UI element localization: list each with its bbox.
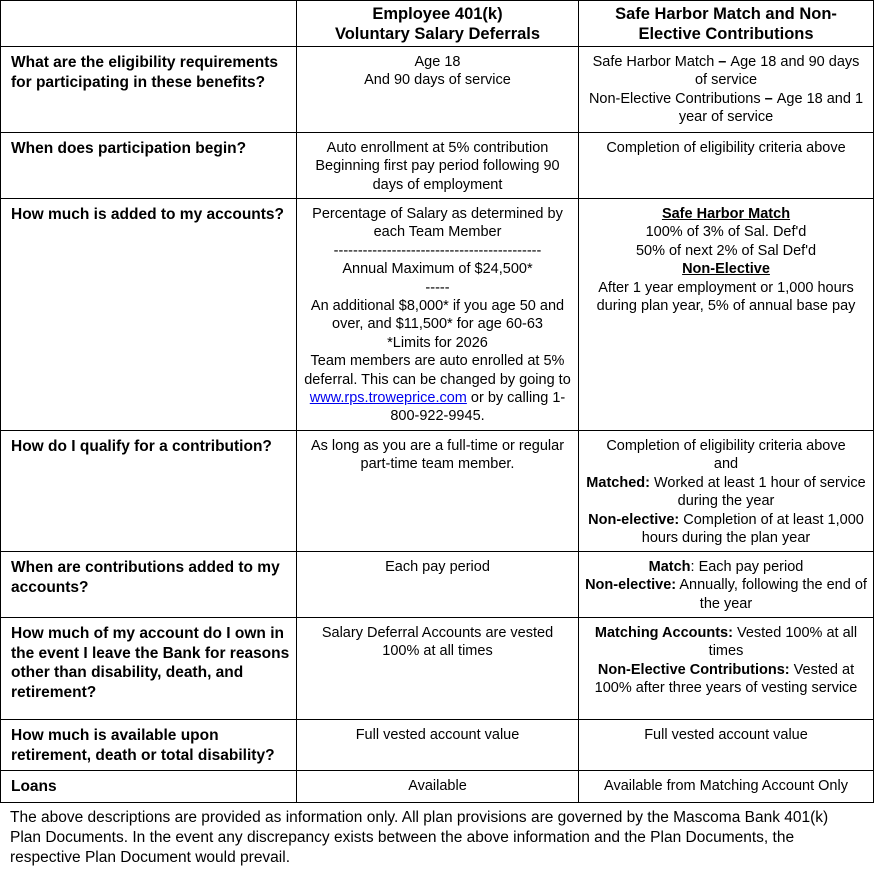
- sh-match-label: Safe Harbor Match: [592, 54, 715, 70]
- table-row-qualify: [1, 431, 874, 552]
- ne-dash: –: [760, 90, 777, 107]
- deferrals-available: Full vested account value: [297, 720, 579, 771]
- deferrals-eligibility-age: Age 18: [414, 54, 461, 70]
- table-row-own: [1, 618, 874, 720]
- matched-text: Worked at least 1 hour of service during the year: [649, 474, 866, 510]
- sh-qualify-line2: and: [713, 456, 739, 473]
- header-col2-line1: Employee 401(k): [372, 5, 503, 23]
- safe-harbor-begin: Completion of eligibility criteria above: [579, 133, 874, 199]
- ne-added-heading: Non-Elective: [682, 261, 770, 278]
- question-eligibility: What are the eligibility requirements for participating in these benefits?: [1, 47, 297, 133]
- question-qualify: How do I qualify for a contribution?: [1, 431, 297, 552]
- deferrals-added-auto-enroll: [303, 352, 572, 426]
- table-row-available: [1, 720, 874, 771]
- when-nonelective-text: Annually, following the end of the year: [676, 577, 867, 612]
- table-row-added: [1, 199, 874, 431]
- deferrals-added-catchup: An additional $8,000* if you age 50 and over, and $11,500* for age 60-63: [310, 298, 565, 333]
- deferrals-loans: Available: [297, 771, 579, 803]
- safe-harbor-added: [579, 199, 874, 431]
- safe-harbor-own: [579, 618, 874, 720]
- match-text: : Each pay period: [690, 559, 804, 575]
- sh-eligibility-match: [585, 53, 867, 90]
- safe-harbor-when-added: [579, 552, 874, 618]
- table-row-loans: [1, 771, 874, 803]
- deferrals-begin: Auto enrollment at 5% contribution Beginning first pay period following 90 days of employment: [297, 133, 579, 199]
- header-row: [1, 1, 874, 47]
- question-when-added: When are contributions added to my accounts?: [1, 552, 297, 618]
- match-label: Match: [648, 559, 691, 575]
- sh-added-heading: Safe Harbor Match: [661, 206, 791, 222]
- sh-own-matching: [585, 624, 867, 661]
- matching-accounts-text: Vested 100% at all times: [708, 625, 858, 660]
- safe-harbor-loans: Available from Matching Account Only: [579, 771, 874, 803]
- question-available: How much is available upon retirement, death or total disability?: [1, 720, 297, 771]
- matched-label: Matched:: [586, 474, 650, 491]
- disclaimer-footer: The above descriptions are provided as information only. All plan provisions are governed by the Mascoma Bank 401(k) Plan Documents. In the event any discrepancy exists between the above information and the Plan Documents, the respective Plan Document would prevail.: [10, 809, 829, 866]
- nonelective-text: Completion of at least 1,000 hours during the plan year: [641, 511, 864, 547]
- sh-match-text: Age 18 and 90 days of service: [694, 54, 860, 89]
- sh-when-match: [585, 558, 867, 576]
- ne-added-text: After 1 year employment or 1,000 hours during plan year, 5% of annual base pay: [596, 279, 856, 315]
- question-added: How much is added to my accounts?: [1, 199, 297, 431]
- deferrals-added-limits: *Limits for 2026: [387, 334, 488, 351]
- table-row-when-added: [1, 552, 874, 618]
- deferrals-added: [297, 199, 579, 431]
- deferrals-qualify: As long as you are a full-time or regular part-time team member.: [297, 431, 579, 552]
- table-row-begin: [1, 133, 874, 199]
- deferrals-added-annual-max: Annual Maximum of $24,500*: [342, 261, 533, 278]
- safe-harbor-eligibility: [579, 47, 874, 133]
- question-loans: Loans: [1, 771, 297, 803]
- sh-added-line1: 100% of 3% of Sal. Def'd: [645, 224, 807, 241]
- sh-qualify-matched: [585, 474, 867, 511]
- ne-text: Age 18 and 1 year of service: [678, 90, 864, 126]
- auto-enroll-phone: or by calling 1-800-922-9945.: [390, 390, 566, 425]
- auto-enroll-text: Team members are auto enrolled at 5% deferral. This can be changed by going to: [304, 353, 571, 388]
- troweprice-link[interactable]: www.rps.troweprice.com: [309, 390, 467, 407]
- deferrals-eligibility-service: And 90 days of service: [364, 72, 511, 89]
- own-nonelective-label: Non-Elective Contributions:: [597, 661, 790, 678]
- sh-when-nonelective: [585, 576, 867, 613]
- header-col3-line2: Elective Contributions: [638, 25, 814, 43]
- deferrals-added-separator: -------------------------------------------: [333, 242, 542, 259]
- question-own: How much of my account do I own in the event I leave the Bank for reasons other than disability, death, and retirement?: [1, 618, 297, 720]
- header-col3-line1: Safe Harbor Match and Non-: [615, 5, 837, 23]
- sh-match-dash: –: [714, 54, 731, 70]
- deferrals-own: Salary Deferral Accounts are vested 100% at all times: [297, 618, 579, 720]
- question-begin: When does participation begin?: [1, 133, 297, 199]
- safe-harbor-qualify: [579, 431, 874, 552]
- sh-eligibility-nonelective: [585, 90, 867, 127]
- header-question-column: [1, 1, 297, 47]
- deferrals-eligibility: [297, 47, 579, 133]
- safe-harbor-available: Full vested account value: [579, 720, 874, 771]
- own-nonelective-text: Vested at 100% after three years of vesting service: [594, 661, 858, 697]
- deferrals-added-separator-short: -----: [425, 279, 450, 296]
- header-safe-harbor: [579, 1, 874, 47]
- sh-own-nonelective: [585, 661, 867, 698]
- ne-label: Non-Elective Contributions: [588, 90, 761, 107]
- header-col2-line2: Voluntary Salary Deferrals: [334, 25, 541, 43]
- nonelective-label: Non-elective:: [588, 511, 680, 528]
- table-row-eligibility: [1, 47, 874, 133]
- matching-accounts-label: Matching Accounts:: [594, 625, 733, 641]
- deferrals-when-added: Each pay period: [297, 552, 579, 618]
- sh-qualify-nonelective: [585, 511, 867, 548]
- deferrals-added-percentage: Percentage of Salary as determined by each Team Member: [312, 206, 563, 241]
- header-salary-deferrals: [297, 1, 579, 47]
- when-nonelective-label: Non-elective:: [585, 577, 677, 594]
- sh-qualify-line1: Completion of eligibility criteria above: [606, 438, 846, 454]
- sh-added-line2: 50% of next 2% of Sal Def'd: [635, 242, 817, 259]
